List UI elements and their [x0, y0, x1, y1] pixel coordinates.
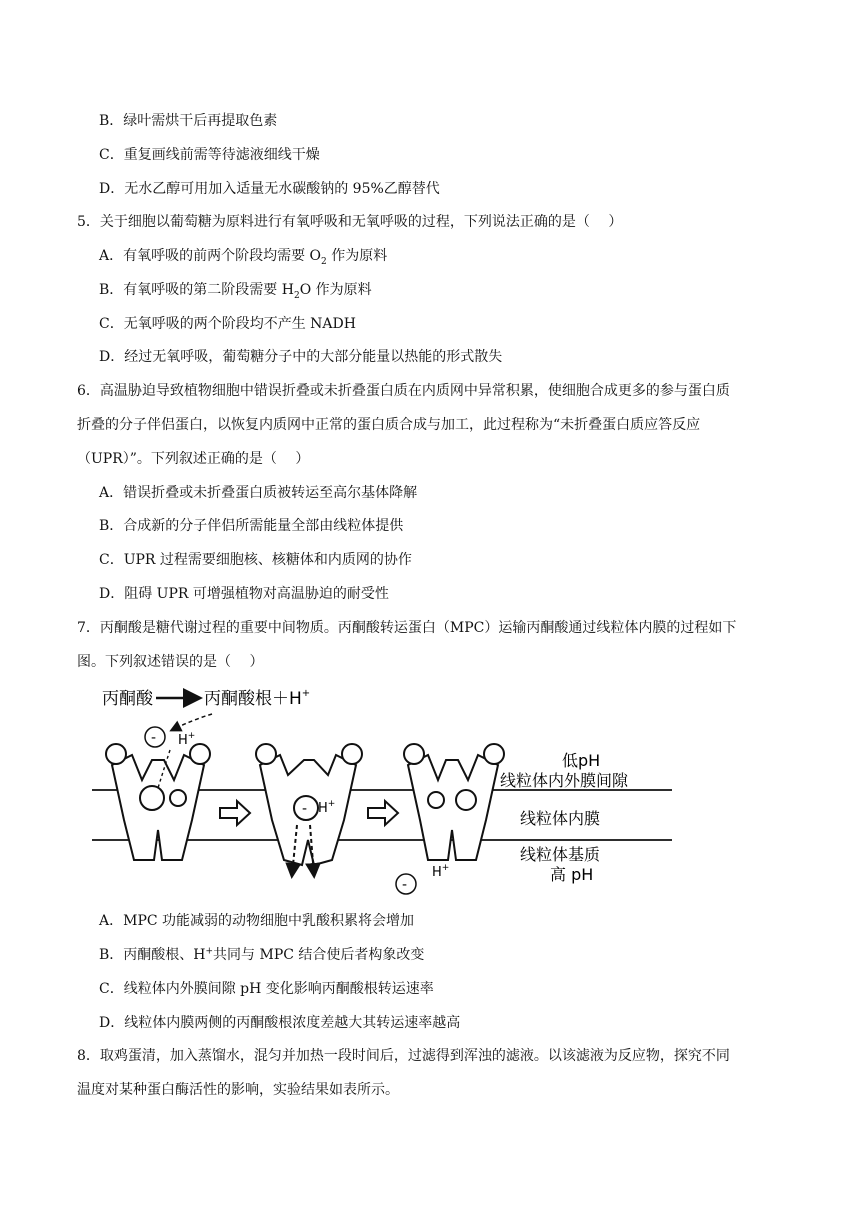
q7-option-d: D．线粒体内膜两侧的丙酮酸根浓度差越大其转运速率越高 — [99, 1015, 461, 1031]
q6-stem-line-3: （UPR）”。下列叙述正确的是（ ） — [77, 451, 310, 467]
q5-option-d: D．经过无氧呼吸，葡萄糖分子中的大部分能量以热能的形式散失 — [99, 349, 503, 365]
minus-label-3: - — [402, 877, 408, 893]
q6-option-b: B．合成新的分子伴侣所需能量全部由线粒体提供 — [99, 518, 404, 534]
q8-stem-line-2: 温度对某种蛋白酶活性的影响，实验结果如表所示。 — [77, 1082, 399, 1098]
label-low-ph: 低pH — [562, 751, 601, 770]
h-plus-label-2: H+ — [318, 799, 336, 816]
dashed-arrow-in — [172, 714, 212, 730]
step-arrow-2 — [368, 801, 398, 825]
q4-option-c: C．重复画线前需等待滤液细线干燥 — [99, 147, 320, 163]
q6-option-d: D．阻碍 UPR 可增强植物对高温胁迫的耐受性 — [99, 586, 389, 602]
mpc-protein-state-3 — [404, 744, 504, 860]
q6-option-a: A．错误折叠或未折叠蛋白质被转运至高尔基体降解 — [99, 485, 418, 501]
q5-option-a: A．有氧呼吸的前两个阶段均需要 $O_2$ 作为原料 — [99, 248, 388, 267]
minus-label-1: - — [151, 730, 157, 746]
q6-option-c: C．UPR 过程需要细胞核、核糖体和内质网的协作 — [99, 552, 412, 568]
label-intermembrane-space: 线粒体内外膜间隙 — [500, 771, 629, 790]
figure-label-pyruvate: 丙酮酸 — [102, 689, 153, 709]
q5-option-c: C．无氧呼吸的两个阶段均不产生 NADH — [99, 316, 356, 332]
q4-option-d: D．无水乙醇可用加入适量无水碳酸钠的 95%乙醇替代 — [99, 181, 440, 197]
q6-stem-line-1: 6．高温胁迫导致植物细胞中错误折叠或未折叠蛋白质在内质网中异常积累，使细胞合成更多的参与蛋白质 — [77, 383, 730, 399]
q7-stem-line-2: 图。下列叙述错误的是（ ） — [77, 654, 264, 670]
q8-stem-line-1: 8．取鸡蛋清，加入蒸馏水，混匀并加热一段时间后，过滤得到浑浊的滤液。以该滤液为反应物，探究不同 — [77, 1048, 730, 1064]
q4-option-b: B．绿叶需烘干后再提取色素 — [99, 113, 278, 129]
mpc-protein-state-1 — [106, 744, 210, 860]
label-matrix: 线粒体基质 — [520, 845, 601, 864]
q7-option-c: C．线粒体内外膜间隙 pH 变化影响丙酮酸根转运速率 — [99, 981, 434, 997]
label-inner-membrane: 线粒体内膜 — [520, 809, 601, 828]
h-plus-label-1: H+ — [178, 731, 196, 748]
h-plus-label-3: H+ — [432, 863, 450, 880]
q7-option-a: A．MPC 功能减弱的动物细胞中乳酸积累将会增加 — [99, 913, 415, 929]
minus-label-2: - — [302, 801, 308, 817]
figure-label-pyruvate-ion: 丙酮酸根＋H+ — [204, 688, 311, 709]
label-high-ph: 高 pH — [550, 865, 594, 884]
step-arrow-1 — [220, 801, 250, 825]
q6-stem-line-2: 折叠的分子伴侣蛋白，以恢复内质网中正常的蛋白质合成与加工，此过程称为“未折叠蛋白质应答反应 — [77, 417, 701, 433]
q7-option-b: B．丙酮酸根、H+共同与 MPC 结合使后者构象改变 — [99, 946, 425, 963]
q5-stem: 5．关于细胞以葡萄糖为原料进行有氧呼吸和无氧呼吸的过程，下列说法正确的是（ ） — [77, 214, 623, 230]
mpc-protein-state-2 — [256, 744, 362, 865]
q5-option-b: B．有氧呼吸的第二阶段需要 $H_2O$ 作为原料 — [99, 282, 372, 301]
mpc-transport-diagram — [92, 680, 672, 900]
q7-stem-line-1: 7．丙酮酸是糖代谢过程的重要中间物质。丙酮酸转运蛋白（MPC）运输丙酮酸通过线粒体内膜的过程如下 — [77, 620, 737, 636]
